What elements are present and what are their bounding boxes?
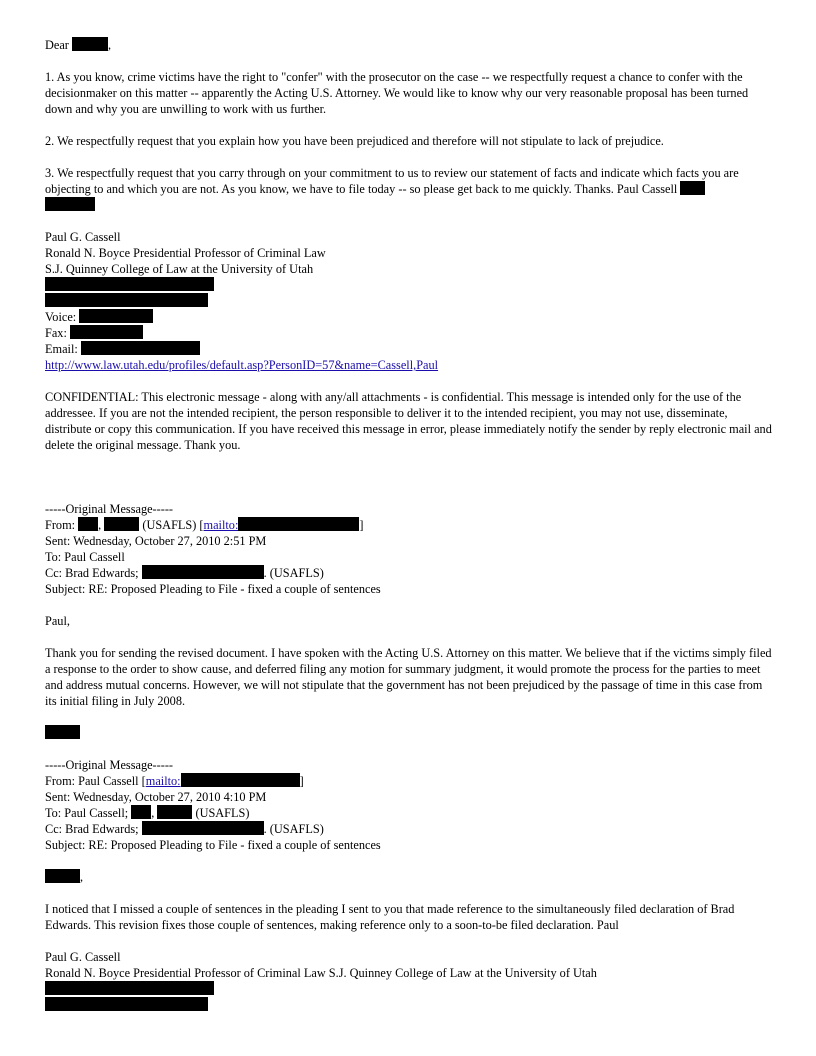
- paragraph-3: 3. We respectfully request that you carry through on your commitment to us to review our statement of facts and indicate which facts you are objecting to and which you are not. As you know, we have to file today -- so please get back to me quickly. Thanks. Paul Cassell: [45, 165, 775, 213]
- subject-line: Subject: RE: Proposed Pleading to File - fixed a couple of sentences: [45, 582, 381, 596]
- redaction: [104, 517, 139, 531]
- reply1-salutation: Paul,: [45, 614, 70, 628]
- signature-voice: Voice:: [45, 309, 775, 325]
- redaction: [181, 773, 300, 787]
- email-document: [45, 37, 775, 1013]
- signature-fax: Fax:: [45, 325, 775, 341]
- sent-line: Sent: Wednesday, October 27, 2010 2:51 PM: [45, 534, 267, 548]
- redaction: [79, 309, 153, 323]
- to-line: To: Paul Cassell: [45, 550, 125, 564]
- reply1-signoff: [45, 725, 775, 741]
- signature-name: Paul G. Cassell: [45, 230, 121, 244]
- cc-line: Cc: Brad Edwards; . (USAFLS): [45, 822, 324, 836]
- signature-email: Email:: [45, 341, 775, 357]
- from-line: From: Paul Cassell [mailto: ]: [45, 774, 304, 788]
- redaction: [238, 517, 359, 531]
- redaction: [680, 181, 705, 195]
- redaction: [142, 565, 264, 579]
- redaction: [142, 821, 264, 835]
- reply1-body: Thank you for sending the revised document. I have spoken with the Acting U.S. Attorney on this matter. We believe that if the victims simply filed a response to the order to show cause, and deferred filing any motion for summary judgment, it would promote the process for the parties to meet and address mutual concerns. However, we will not stipulate that the government has not been prejudiced by the passage of time in this case from its initial filing in July 2008.: [45, 646, 772, 708]
- reply2-salutation: ,: [45, 869, 775, 885]
- redaction: [45, 725, 80, 739]
- signature-title: Ronald N. Boyce Presidential Professor of Criminal Law S.J. Quinney College of Law at the University of Utah: [45, 966, 597, 980]
- mailto-link[interactable]: mailto:: [145, 774, 181, 788]
- signature-name: Paul G. Cassell: [45, 950, 121, 964]
- cc-line: Cc: Brad Edwards; . (USAFLS): [45, 566, 324, 580]
- redaction: [78, 517, 98, 531]
- paragraph-1: 1. As you know, crime victims have the right to "confer" with the prosecutor on the case -- we respectfully request a chance to confer with the decisionmaker on this matter -- apparently the Acting U.S. Attorney. We would like to know why our very reasonable proposal has been turned down and why you are unwilling to work with us further.: [45, 70, 749, 116]
- redaction: [157, 805, 192, 819]
- redaction: [131, 805, 151, 819]
- signature-redacted-line: [45, 277, 775, 293]
- signature-title: Ronald N. Boyce Presidential Professor of Criminal Law: [45, 246, 326, 260]
- redaction: [45, 293, 208, 307]
- original-message-header: -----Original Message-----: [45, 502, 174, 516]
- greeting: Dear ,: [45, 38, 112, 52]
- profile-link[interactable]: http://www.law.utah.edu/profiles/default.asp?PersonID=57&name=Cassell,Paul: [45, 358, 439, 372]
- subject-line: Subject: RE: Proposed Pleading to File - fixed a couple of sentences: [45, 838, 381, 852]
- reply2-body: I noticed that I missed a couple of sentences in the pleading I sent to you that made reference to the simultaneously filed declaration of Brad Edwards. This revision fixes those couple of sentences, making reference only to a soon-to-be filed declaration. Paul: [45, 902, 735, 932]
- signature-redacted-line: [45, 293, 775, 309]
- signature-redacted-line: [45, 981, 775, 997]
- sent-line: Sent: Wednesday, October 27, 2010 4:10 PM: [45, 790, 267, 804]
- redaction: [81, 341, 200, 355]
- redaction: [45, 197, 95, 211]
- signature-school: S.J. Quinney College of Law at the University of Utah: [45, 262, 314, 276]
- redaction: [70, 325, 143, 339]
- confidentiality-notice: CONFIDENTIAL: This electronic message - along with any/all attachments - is confidential. This message is intended only for the use of the addressee. If you are not the intended recipient, the person responsible to deliver it to the intended recipient, you may not use, disseminate, distribute or copy this communication. If you have received this message in error, please immediately notify the sender by reply electronic mail and delete the original message. Thank you.: [45, 390, 772, 452]
- redaction: [72, 37, 108, 51]
- to-line: To: Paul Cassell; , (USAFLS): [45, 806, 250, 820]
- redaction: [45, 997, 208, 1011]
- original-message-header: -----Original Message-----: [45, 758, 174, 772]
- redaction: [45, 277, 214, 291]
- from-line: From: , (USAFLS) [mailto: ]: [45, 518, 364, 532]
- mailto-link[interactable]: mailto:: [203, 518, 239, 532]
- signature-redacted-line: [45, 997, 775, 1013]
- paragraph-2: 2. We respectfully request that you explain how you have been prejudiced and therefore will not stipulate to lack of prejudice.: [45, 134, 664, 148]
- redaction: [45, 869, 80, 883]
- redaction: [45, 981, 214, 995]
